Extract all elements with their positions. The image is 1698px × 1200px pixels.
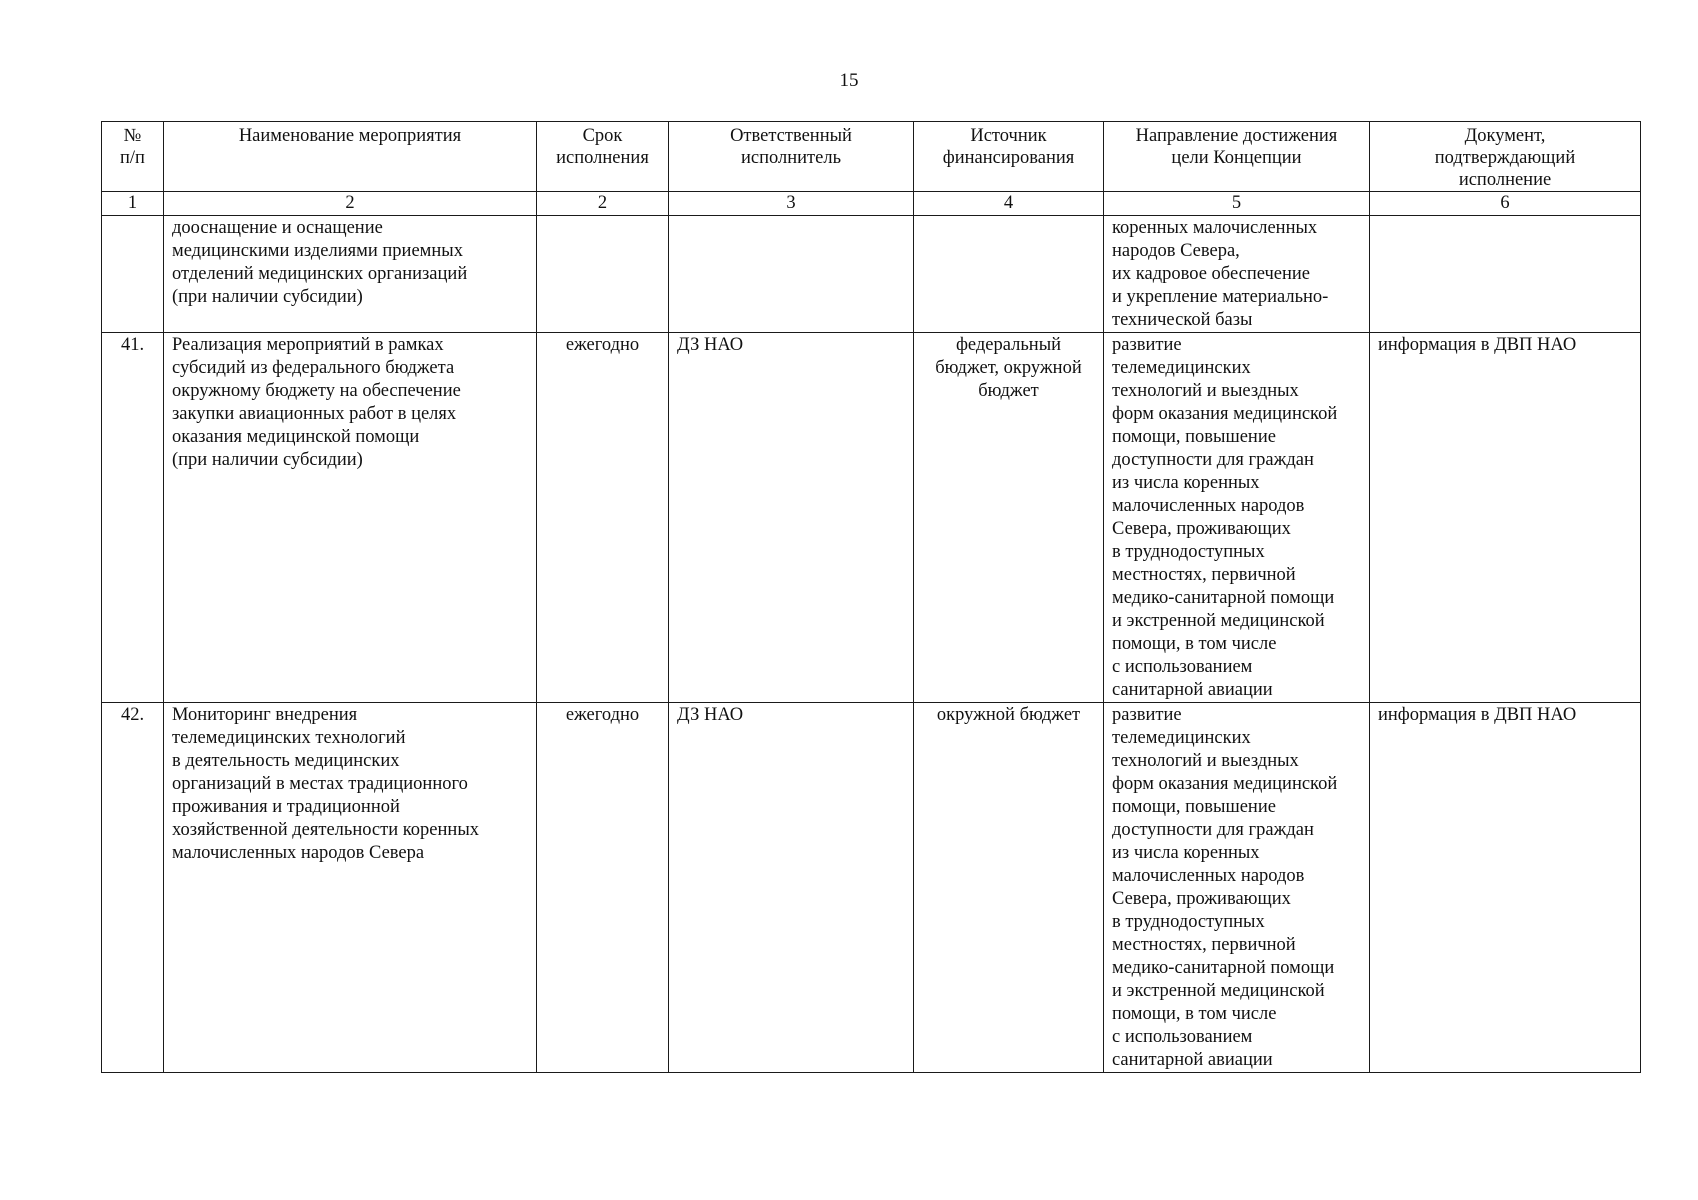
row-number: 41. <box>102 333 164 703</box>
column-number: 2 <box>164 192 537 216</box>
header-number: № п/п <box>102 122 164 192</box>
table-row <box>102 703 1641 1073</box>
funding-source <box>914 216 1104 333</box>
table-row <box>102 333 1641 703</box>
header-document: Документ, подтверждающий исполнение <box>1370 122 1641 192</box>
measure-name: дооснащение и оснащение медицинскими изделиями приемных отделений медицинских организаций (при наличии субсидии) <box>164 216 537 333</box>
row-number <box>102 216 164 333</box>
executor: ДЗ НАО <box>669 333 914 703</box>
executor: ДЗ НАО <box>669 703 914 1073</box>
measure-name: Реализация мероприятий в рамках субсидий из федерального бюджета окружному бюджету на обеспечение закупки авиационных работ в целях оказания медицинской помощи (при наличии субсидии) <box>164 333 537 703</box>
column-number-row <box>102 192 1641 216</box>
document: информация в ДВП НАО <box>1370 333 1641 703</box>
term: ежегодно <box>537 703 669 1073</box>
header-executor: Ответственный исполнитель <box>669 122 914 192</box>
executor <box>669 216 914 333</box>
direction: развитие телемедицинских технологий и выездных форм оказания медицинской помощи, повышение доступности для граждан из числа коренных малочисленных народов Севера, проживающих в труднодоступных местностях, первичной медико-санитарной помощи и экстренной медицинской помощи, в том числе с использованием санитарной авиации <box>1104 333 1370 703</box>
header-term: Срок исполнения <box>537 122 669 192</box>
page-number: 15 <box>839 70 859 91</box>
column-number: 1 <box>102 192 164 216</box>
column-number: 6 <box>1370 192 1641 216</box>
document <box>1370 216 1641 333</box>
funding-source: федеральный бюджет, окружной бюджет <box>914 333 1104 703</box>
column-number: 2 <box>537 192 669 216</box>
header-direction: Направление достижения цели Концепции <box>1104 122 1370 192</box>
table-row <box>102 216 1641 333</box>
direction: коренных малочисленных народов Севера, их кадровое обеспечение и укрепление материально- технической базы <box>1104 216 1370 333</box>
measures-table <box>101 121 1641 1073</box>
column-number: 3 <box>669 192 914 216</box>
term: ежегодно <box>537 333 669 703</box>
term <box>537 216 669 333</box>
funding-source: окружной бюджет <box>914 703 1104 1073</box>
row-number: 42. <box>102 703 164 1073</box>
column-number: 4 <box>914 192 1104 216</box>
column-number: 5 <box>1104 192 1370 216</box>
document: информация в ДВП НАО <box>1370 703 1641 1073</box>
measure-name: Мониторинг внедрения телемедицинских технологий в деятельность медицинских организаций в местах традиционного проживания и традиционной хозяйственной деятельности коренных малочисленных народов Севера <box>164 703 537 1073</box>
header-funding-source: Источник финансирования <box>914 122 1104 192</box>
header-measure-name: Наименование мероприятия <box>164 122 537 192</box>
direction: развитие телемедицинских технологий и выездных форм оказания медицинской помощи, повышение доступности для граждан из числа коренных малочисленных народов Севера, проживающих в труднодоступных местностях, первичной медико-санитарной помощи и экстренной медицинской помощи, в том числе с использованием санитарной авиации <box>1104 703 1370 1073</box>
header-row <box>102 122 1641 192</box>
